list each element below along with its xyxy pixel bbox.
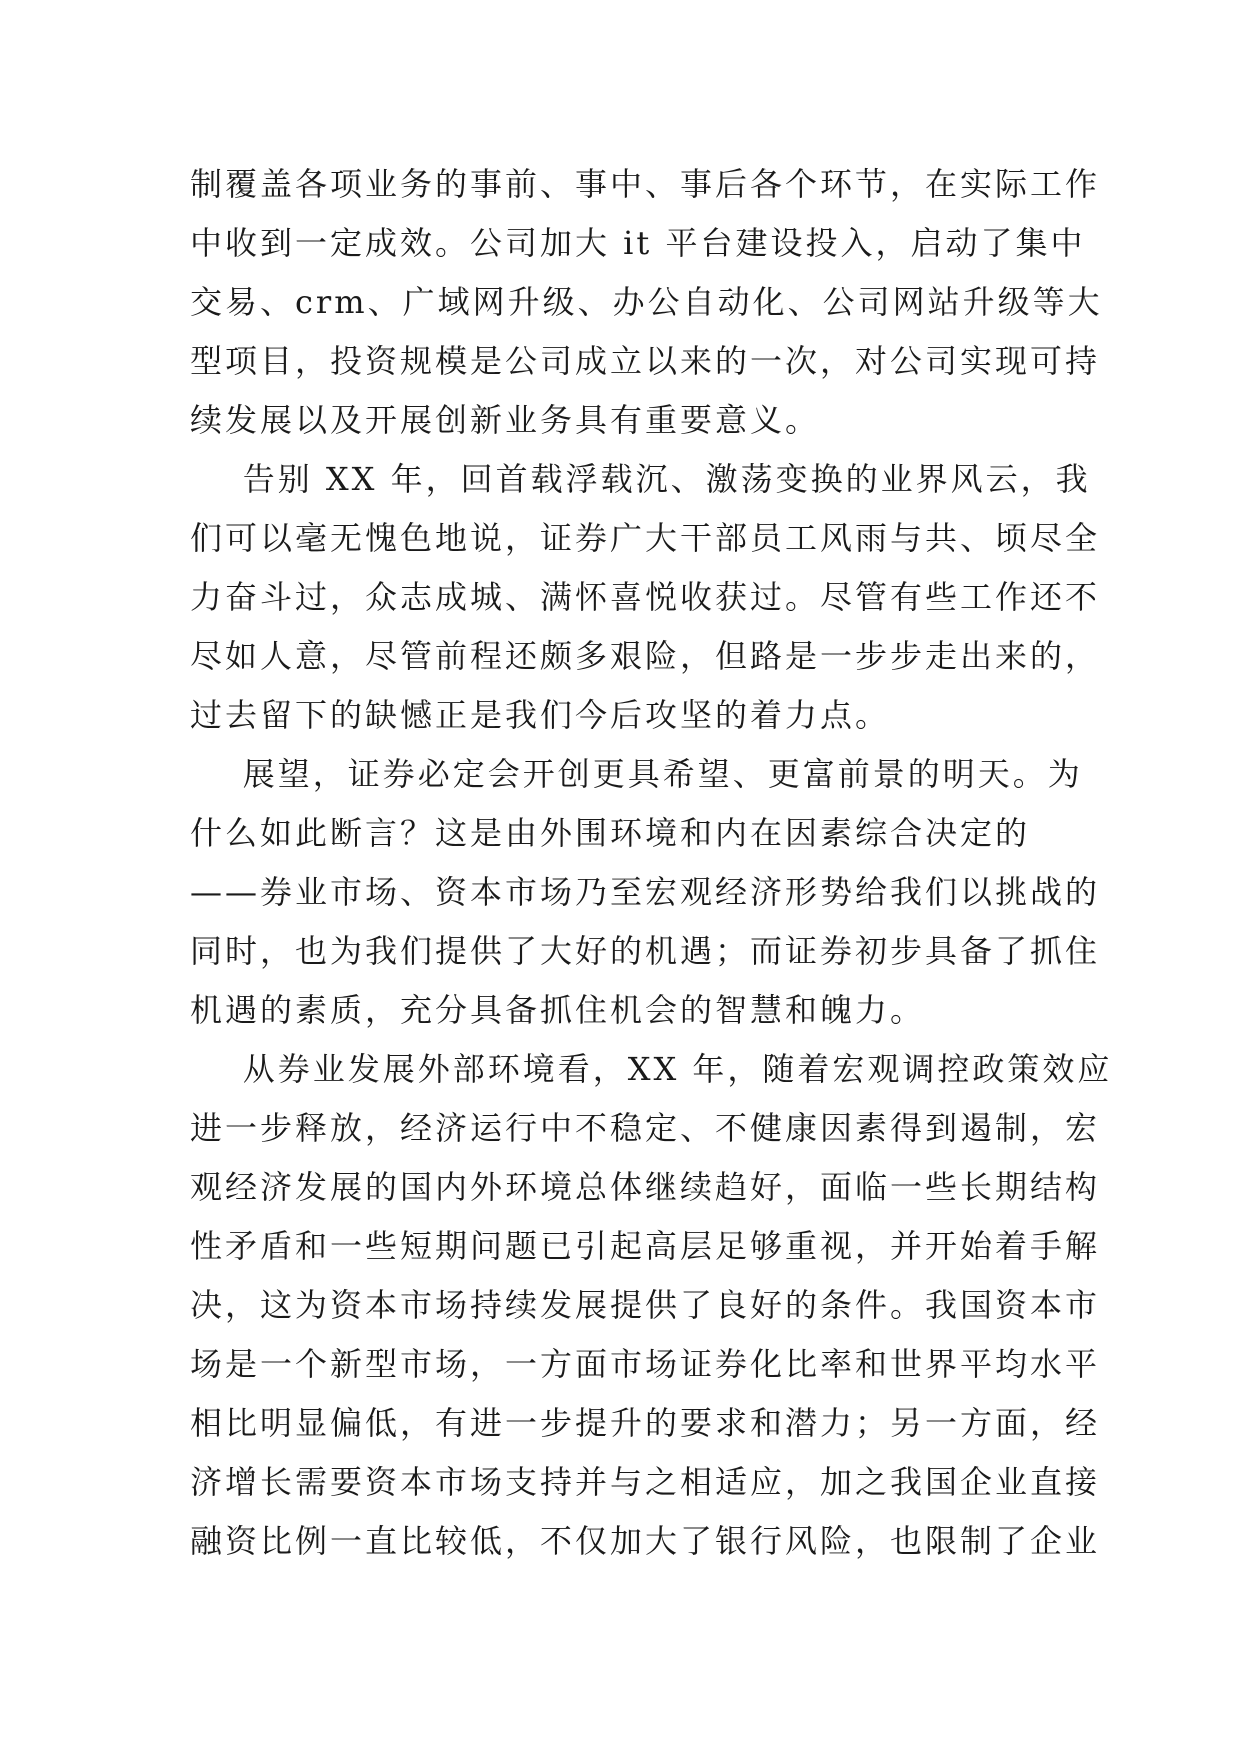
text-line: 决，这为资本市场持续发展提供了良好的条件。我国资本市 <box>190 1286 1101 1324</box>
text-line: 制覆盖各项业务的事前、事中、事后各个环节，在实际工作 <box>190 165 1101 203</box>
text-line: ——券业市场、资本市场乃至宏观经济形势给我们以挑战的 <box>190 873 1101 911</box>
text-line: 交易、crm、广域网升级、办公自动化、公司网站升级等大 <box>190 283 1103 321</box>
body-text <box>190 155 1113 1571</box>
text-line: 进一步释放，经济运行中不稳定、不健康因素得到遏制，宏 <box>190 1109 1101 1147</box>
text-line: 从券业发展外部环境看，XX 年，随着宏观调控政策效应 <box>190 1050 1113 1088</box>
text-line: 融资比例一直比较低，不仅加大了银行风险，也限制了企业 <box>190 1522 1101 1560</box>
text-line: 展望，证券必定会开创更具希望、更富前景的明天。为 <box>190 755 1083 793</box>
text-line: 告别 XX 年，回首载浮载沉、激荡变换的业界风云，我 <box>190 460 1091 498</box>
text-line: 尽如人意，尽管前程还颇多艰险，但路是一步步走出来的， <box>190 637 1101 675</box>
text-line: 型项目，投资规模是公司成立以来的一次，对公司实现可持 <box>190 342 1101 380</box>
text-line: 济增长需要资本市场支持并与之相适应，加之我国企业直接 <box>190 1463 1101 1501</box>
text-line: 场是一个新型市场，一方面市场证券化比率和世界平均水平 <box>190 1345 1101 1383</box>
text-line: 观经济发展的国内外环境总体继续趋好，面临一些长期结构 <box>190 1168 1101 1206</box>
text-line: 中收到一定成效。公司加大 it 平台建设投入，启动了集中 <box>190 224 1086 262</box>
text-line: 力奋斗过，众志成城、满怀喜悦收获过。尽管有些工作还不 <box>190 578 1101 616</box>
text-line: 过去留下的缺憾正是我们今后攻坚的着力点。 <box>190 696 891 734</box>
text-line: 性矛盾和一些短期问题已引起高层足够重视，并开始着手解 <box>190 1227 1101 1265</box>
text-line: 什么如此断言？这是由外围环境和内在因素综合决定的 <box>190 814 1031 852</box>
text-line: 续发展以及开展创新业务具有重要意义。 <box>190 401 821 439</box>
text-line: 同时，也为我们提供了大好的机遇；而证券初步具备了抓住 <box>190 932 1101 970</box>
text-line: 相比明显偏低，有进一步提升的要求和潜力；另一方面，经 <box>190 1404 1101 1442</box>
text-line: 们可以毫无愧色地说，证券广大干部员工风雨与共、顷尽全 <box>190 519 1101 557</box>
text-line: 机遇的素质，充分具备抓住机会的智慧和魄力。 <box>190 991 926 1029</box>
